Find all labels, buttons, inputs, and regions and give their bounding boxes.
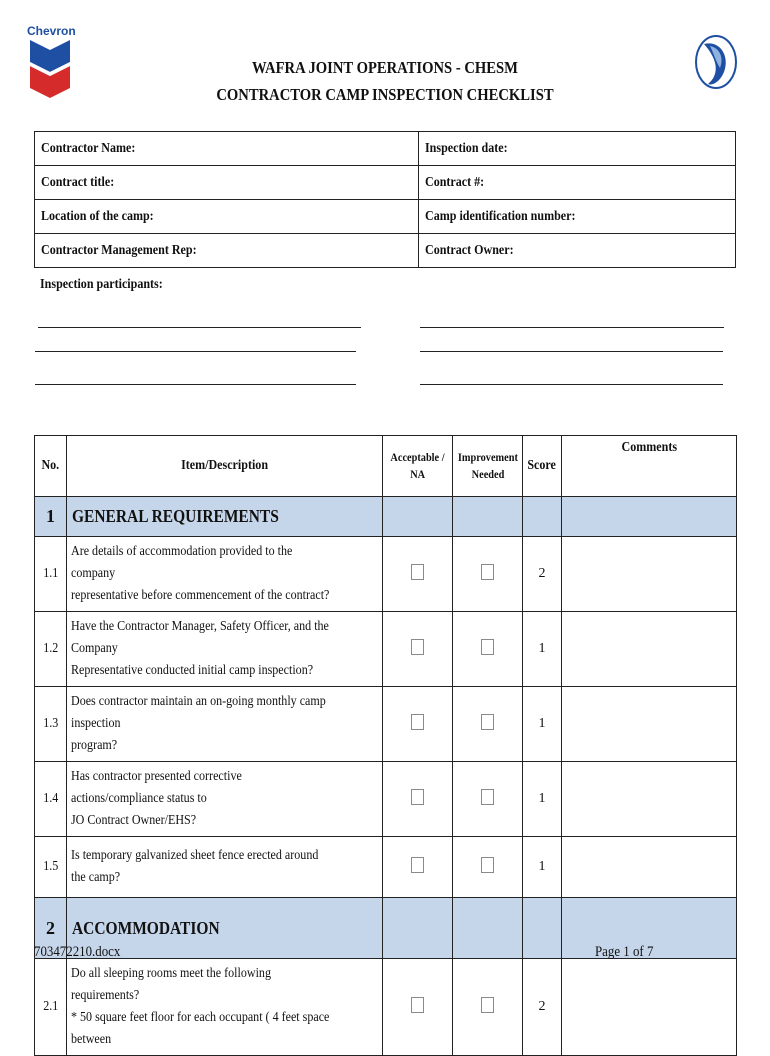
acceptable-checkbox[interactable] [411, 639, 424, 655]
acceptable-checkbox[interactable] [411, 789, 424, 805]
camp-location-label: Location of the camp: [41, 208, 154, 224]
comments-cell[interactable] [562, 687, 737, 762]
item-number: 1.5 [35, 837, 67, 898]
contract-info-table [34, 131, 736, 268]
table-row [35, 687, 737, 762]
table-row [35, 762, 737, 837]
improvement-checkbox[interactable] [481, 714, 494, 730]
camp-location-field[interactable] [35, 200, 419, 234]
contract-number-label: Contract #: [425, 174, 485, 190]
item-description: Has contractor presented corrective actions/compliance status to JO Contract Owner/EHS? [67, 762, 383, 837]
item-description: Do all sleeping rooms meet the following requirements? * 50 square feet floor for each occupant ( 4 feet space between [67, 959, 383, 1056]
improvement-checkbox[interactable] [481, 997, 494, 1013]
improvement-checkbox[interactable] [481, 857, 494, 873]
document-title: WAFRA JOINT OPERATIONS - CHESM [252, 58, 518, 77]
item-score: 1 [523, 837, 562, 898]
inspection-date-label: Inspection date: [425, 140, 508, 156]
participant-line[interactable] [38, 327, 361, 328]
section-number: 1 [35, 497, 67, 537]
camp-id-label: Camp identification number: [425, 208, 576, 224]
info-row [35, 166, 736, 200]
acceptable-checkbox[interactable] [411, 714, 424, 730]
inspection-checklist-table [34, 435, 737, 1056]
comments-cell[interactable] [562, 837, 737, 898]
item-score: 2 [523, 959, 562, 1056]
item-score: 1 [523, 612, 562, 687]
item-number: 1.2 [35, 612, 67, 687]
item-description: Is temporary galvanized sheet fence erected around the camp? [67, 837, 383, 898]
inspection-date-field[interactable] [419, 132, 736, 166]
section-number: 2 [35, 898, 67, 959]
chevron-wordmark: Chevron [27, 24, 76, 38]
contractor-name-field[interactable] [35, 132, 419, 166]
participant-line[interactable] [420, 327, 724, 328]
item-description: Have the Contractor Manager, Safety Officer, and the Company Representative conducted initial camp inspection? [67, 612, 383, 687]
improvement-checkbox[interactable] [481, 564, 494, 580]
participant-line[interactable] [420, 384, 723, 385]
header-acceptable: Acceptable / NA [383, 436, 453, 497]
contract-owner-field[interactable] [419, 234, 736, 268]
acceptable-checkbox[interactable] [411, 997, 424, 1013]
contract-title-label: Contract title: [41, 174, 115, 190]
section-title: GENERAL REQUIREMENTS [67, 497, 383, 537]
table-row [35, 959, 737, 1056]
table-header-row [35, 436, 737, 497]
table-row [35, 537, 737, 612]
section-row [35, 497, 737, 537]
item-score: 2 [523, 537, 562, 612]
footer-page-number: Page 1 of 7 [595, 944, 654, 960]
table-row [35, 612, 737, 687]
table-row [35, 837, 737, 898]
item-description: Are details of accommodation provided to the company representative before commencement of the contract? [67, 537, 383, 612]
document-subtitle: CONTRACTOR CAMP INSPECTION CHECKLIST [216, 85, 554, 104]
header-comments: Comments [562, 436, 737, 497]
improvement-checkbox[interactable] [481, 789, 494, 805]
info-row [35, 234, 736, 268]
section-title: ACCOMMODATION [67, 898, 383, 959]
header-item-description: Item/Description [67, 436, 383, 497]
contract-number-field[interactable] [419, 166, 736, 200]
footer-filename: 703472210.docx [34, 944, 121, 960]
camp-id-field[interactable] [419, 200, 736, 234]
item-score: 1 [523, 762, 562, 837]
acceptable-checkbox[interactable] [411, 857, 424, 873]
comments-cell[interactable] [562, 762, 737, 837]
item-number: 1.1 [35, 537, 67, 612]
participant-line[interactable] [420, 351, 723, 352]
item-number: 2.1 [35, 959, 67, 1056]
participant-line[interactable] [35, 384, 356, 385]
management-rep-field[interactable] [35, 234, 419, 268]
participant-line[interactable] [35, 351, 356, 352]
info-row [35, 132, 736, 166]
item-score: 1 [523, 687, 562, 762]
contract-title-field[interactable] [35, 166, 419, 200]
comments-cell[interactable] [562, 612, 737, 687]
comments-cell[interactable] [562, 959, 737, 1056]
info-row [35, 200, 736, 234]
improvement-checkbox[interactable] [481, 639, 494, 655]
contractor-name-label: Contractor Name: [41, 140, 136, 156]
comments-cell[interactable] [562, 537, 737, 612]
item-description: Does contractor maintain an on-going monthly camp inspection program? [67, 687, 383, 762]
management-rep-label: Contractor Management Rep: [41, 242, 197, 258]
header-score: Score [523, 436, 562, 497]
item-number: 1.3 [35, 687, 67, 762]
header-improvement-needed: Improvement Needed [453, 436, 523, 497]
header-no: No. [35, 436, 67, 497]
contract-owner-label: Contract Owner: [425, 242, 514, 258]
item-number: 1.4 [35, 762, 67, 837]
acceptable-checkbox[interactable] [411, 564, 424, 580]
participants-label: Inspection participants: [40, 277, 163, 292]
